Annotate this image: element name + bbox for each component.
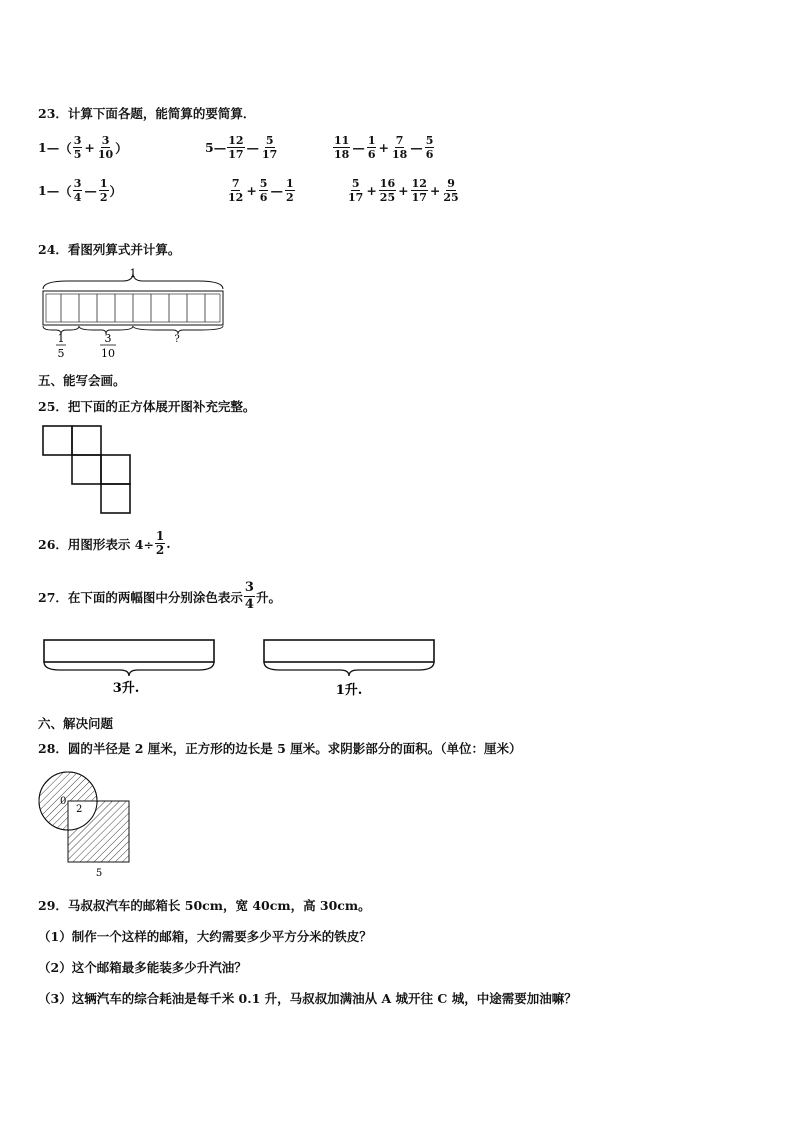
q27-bar-1 — [44, 640, 214, 662]
q29-sub-2: （2）这个邮箱最多能装多少升汽油？ — [38, 960, 247, 975]
q28-title: 28．圆的半径是 2 厘米，正方形的边长是 5 厘米。求阴影部分的面积。（单位：厘米） — [38, 741, 522, 756]
q24-seg1-num: 1 — [57, 332, 65, 345]
q23-expr-6: $\frac{5}{17}$ + $\frac{16}{25}$ + $\frac{12}{17}$ + $\frac{9}{25}$ — [348, 177, 459, 204]
q27-brace-1 — [44, 662, 214, 676]
q29-sub-1: （1）制作一个这样的邮箱，大约需要多少平方分米的铁皮？ — [38, 929, 372, 944]
q28-label-side: 5 — [95, 868, 103, 879]
q29-title: 29．马叔叔汽车的邮箱长 50cm，宽 40cm，高 30cm。 — [38, 898, 371, 913]
q23-title: 23．计算下面各题，能简算的要简算． — [38, 106, 256, 121]
q24-seg2-den: 10 — [101, 347, 115, 360]
q28-label-o: 0 — [60, 796, 67, 807]
q24-bar-dividers — [61, 294, 205, 322]
q28-figure — [36, 764, 136, 880]
q23-expr-3: $\frac{11}{18}$ — $\frac{1}{6}$ + $\frac{7}{18}$ — $\frac{5}{6}$ — [334, 134, 434, 161]
q26-title: 26．用图形表示 4÷ $\frac{1}{2}$ . — [38, 529, 171, 557]
q24-segment-diagram — [38, 264, 238, 364]
q24-seg3-label: ? — [174, 334, 180, 345]
q27-brace-2 — [264, 662, 434, 676]
q29-sub-3: （3）这辆汽车的综合耗油是每千米 0.1 升，马叔叔加满油从 A 城开往 C 城，中途需要加油嘛？ — [38, 991, 577, 1006]
q25-title: 25．把下面的正方体展开图补充完整。 — [38, 399, 256, 414]
q27-label-1: 3升. — [112, 681, 140, 696]
q23-expr-5: $\frac{7}{12}$ + $\frac{5}{6}$ — $\frac{1}{2}$ — [228, 177, 294, 204]
q24-brace-3 — [133, 326, 223, 334]
q27-bars — [40, 636, 440, 698]
q28-label-r: 2 — [76, 804, 83, 815]
q24-seg2-num: 3 — [104, 332, 112, 345]
q24-seg1-den: 5 — [57, 347, 65, 360]
q25-cube-net — [40, 423, 140, 519]
q23-expr-4: 1— （ $\frac{3}{4}$ — $\frac{1}{2}$ ） — [38, 177, 123, 204]
q24-top-brace — [43, 273, 223, 289]
q27-label-2: 1升. — [335, 683, 363, 698]
q24-top-label: 1 — [129, 267, 137, 280]
q23-expr-1: 1— （ $\frac{3}{5}$ + $\frac{3}{10}$ ） — [38, 134, 128, 161]
section-5-heading: 五、能写会画。 — [38, 373, 126, 388]
q27-bar-2 — [264, 640, 434, 662]
q27-title: 27．在下面的两幅图中分别涂色表示 $\frac{3}{4}$ 升。 — [38, 580, 281, 612]
section-6-heading: 六、解决问题 — [38, 716, 114, 731]
q23-expr-2: 5— $\frac{12}{17}$ — $\frac{5}{17}$ — [205, 134, 278, 161]
q24-title: 24．看图列算式并计算。 — [38, 242, 181, 257]
